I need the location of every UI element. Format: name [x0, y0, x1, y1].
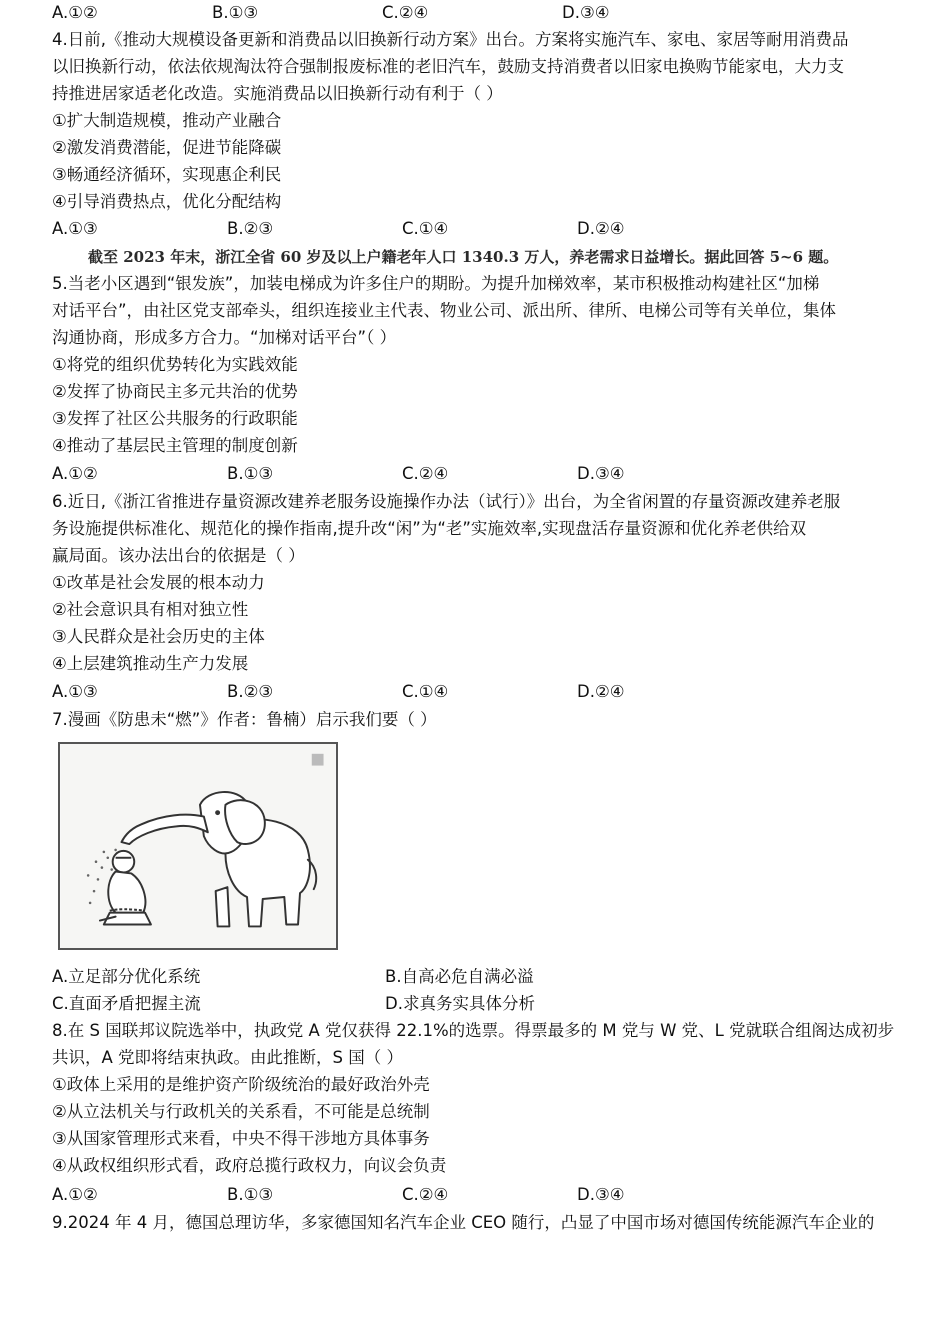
q7-stem: 7.漫画《防患未“燃”》作者：鲁楠）启示我们要（ ） — [52, 710, 437, 729]
q4-item: ④引导消费热点，优化分配结构 — [52, 192, 282, 211]
q5-6-intro: 截至 2023 年末，浙江全省 60 岁及以上户籍老年人口 1340.3 万人，养老需求日益增长。据此回答 5~6 题。 — [88, 248, 839, 266]
q6-item: ④上层建筑推动生产力发展 — [52, 654, 249, 673]
q4-item: ①扩大制造规模，推动产业融合 — [52, 111, 282, 130]
elephant-cartoon-drawing — [60, 744, 336, 948]
q7-options-row2 — [52, 993, 902, 1017]
option-c[interactable]: C.②④ — [402, 464, 449, 483]
q8-options — [52, 1184, 902, 1208]
q6-item: ③人民群众是社会历史的主体 — [52, 627, 265, 646]
q8-item: ①政体上采用的是维护资产阶级统治的最好政治外壳 — [52, 1075, 430, 1094]
q8-item: ④从政权组织形式看，政府总揽行政权力，向议会负责 — [52, 1156, 447, 1175]
q4-stem-line: 持推进居家适老化改造。实施消费品以旧换新行动有利于（ ） — [52, 84, 503, 103]
option-d[interactable]: D.③④ — [562, 3, 610, 22]
q5-stem-line: 对话平台”，由社区党支部牵头，组织连接业主代表、物业公司、派出所、律所、电梯公司等有关单位，集体 — [52, 301, 837, 320]
option-a[interactable]: A.①③ — [52, 219, 98, 238]
option-b[interactable]: B.②③ — [227, 682, 274, 701]
option-c[interactable]: C.直面矛盾把握主流 — [52, 994, 201, 1013]
option-c[interactable]: C.②④ — [382, 3, 429, 22]
cartoon-image — [58, 742, 338, 950]
q5-options — [52, 463, 902, 487]
q9-stem-line: 9.2024 年 4 月，德国总理访华，多家德国知名汽车企业 CEO 随行，凸显了中国市场对德国传统能源汽车企业的 — [52, 1213, 875, 1232]
option-a[interactable]: A.①③ — [52, 682, 98, 701]
option-b[interactable]: B.自高必危自满必溢 — [385, 967, 534, 986]
q7-options-row1 — [52, 966, 902, 990]
q5-item: ①将党的组织优势转化为实践效能 — [52, 355, 298, 374]
option-a[interactable]: A.①② — [52, 3, 98, 22]
q5-item: ③发挥了社区公共服务的行政职能 — [52, 409, 298, 428]
option-c[interactable]: C.①④ — [402, 219, 449, 238]
q6-stem-line: 6.近日,《浙江省推进存量资源改建养老服务设施操作办法（试行）》出台，为全省闲置的存量资源改建养老服 — [52, 492, 841, 511]
q8-item: ②从立法机关与行政机关的关系看，不可能是总统制 — [52, 1102, 430, 1121]
q5-stem-line: 5.当老小区遇到“银发族”，加装电梯成为许多住户的期盼。为提升加梯效率，某市积极推动构建社区“加梯 — [52, 274, 820, 293]
q6-item: ①改革是社会发展的根本动力 — [52, 573, 265, 592]
option-b[interactable]: B.①③ — [212, 3, 259, 22]
q6-item: ②社会意识具有相对独立性 — [52, 600, 249, 619]
q4-options — [52, 218, 902, 242]
q3-options — [52, 2, 902, 26]
option-a[interactable]: A.①② — [52, 464, 98, 483]
option-b[interactable]: B.①③ — [227, 464, 274, 483]
option-c[interactable]: C.②④ — [402, 1185, 449, 1204]
q6-stem-line: 务设施提供标准化、规范化的操作指南,提升改“闲”为“老”实施效率,实现盘活存量资源和优化养老供给双 — [52, 519, 807, 538]
q6-stem-line: 赢局面。该办法出台的依据是（ ） — [52, 546, 305, 565]
option-d[interactable]: D.③④ — [577, 464, 625, 483]
q8-stem-line: 共识，A 党即将结束执政。由此推断，S 国（ ） — [52, 1048, 403, 1067]
option-a[interactable]: A.立足部分优化系统 — [52, 967, 201, 986]
q6-options — [52, 681, 902, 705]
option-a[interactable]: A.①② — [52, 1185, 98, 1204]
option-b[interactable]: B.②③ — [227, 219, 274, 238]
option-d[interactable]: D.②④ — [577, 219, 625, 238]
q8-stem-line: 8.在 S 国联邦议院选举中，执政党 A 党仅获得 22.1%的选票。得票最多的 M 党与 W 党、L 党就联合组阁达成初步 — [52, 1021, 895, 1040]
option-d[interactable]: D.②④ — [577, 682, 625, 701]
q5-item: ④推动了基层民主管理的制度创新 — [52, 436, 298, 455]
q4-item: ②激发消费潜能，促进节能降碳 — [52, 138, 282, 157]
option-d[interactable]: D.③④ — [577, 1185, 625, 1204]
q4-item: ③畅通经济循环，实现惠企利民 — [52, 165, 282, 184]
option-c[interactable]: C.①④ — [402, 682, 449, 701]
q5-stem-line: 沟通协商，形成多方合力。“加梯对话平台”（ ） — [52, 328, 397, 347]
q8-item: ③从国家管理形式来看，中央不得干涉地方具体事务 — [52, 1129, 430, 1148]
option-d[interactable]: D.求真务实具体分析 — [385, 994, 535, 1013]
q4-stem-line: 4.日前,《推动大规模设备更新和消费品以旧换新行动方案》出台。方案将实施汽车、家电、家居等耐用消费品 — [52, 30, 849, 49]
q4-stem-line: 以旧换新行动，依法依规淘汰符合强制报废标准的老旧汽车，鼓励支持消费者以旧家电换购节能家电，大力支 — [52, 57, 844, 76]
option-b[interactable]: B.①③ — [227, 1185, 274, 1204]
q5-item: ②发挥了协商民主多元共治的优势 — [52, 382, 298, 401]
